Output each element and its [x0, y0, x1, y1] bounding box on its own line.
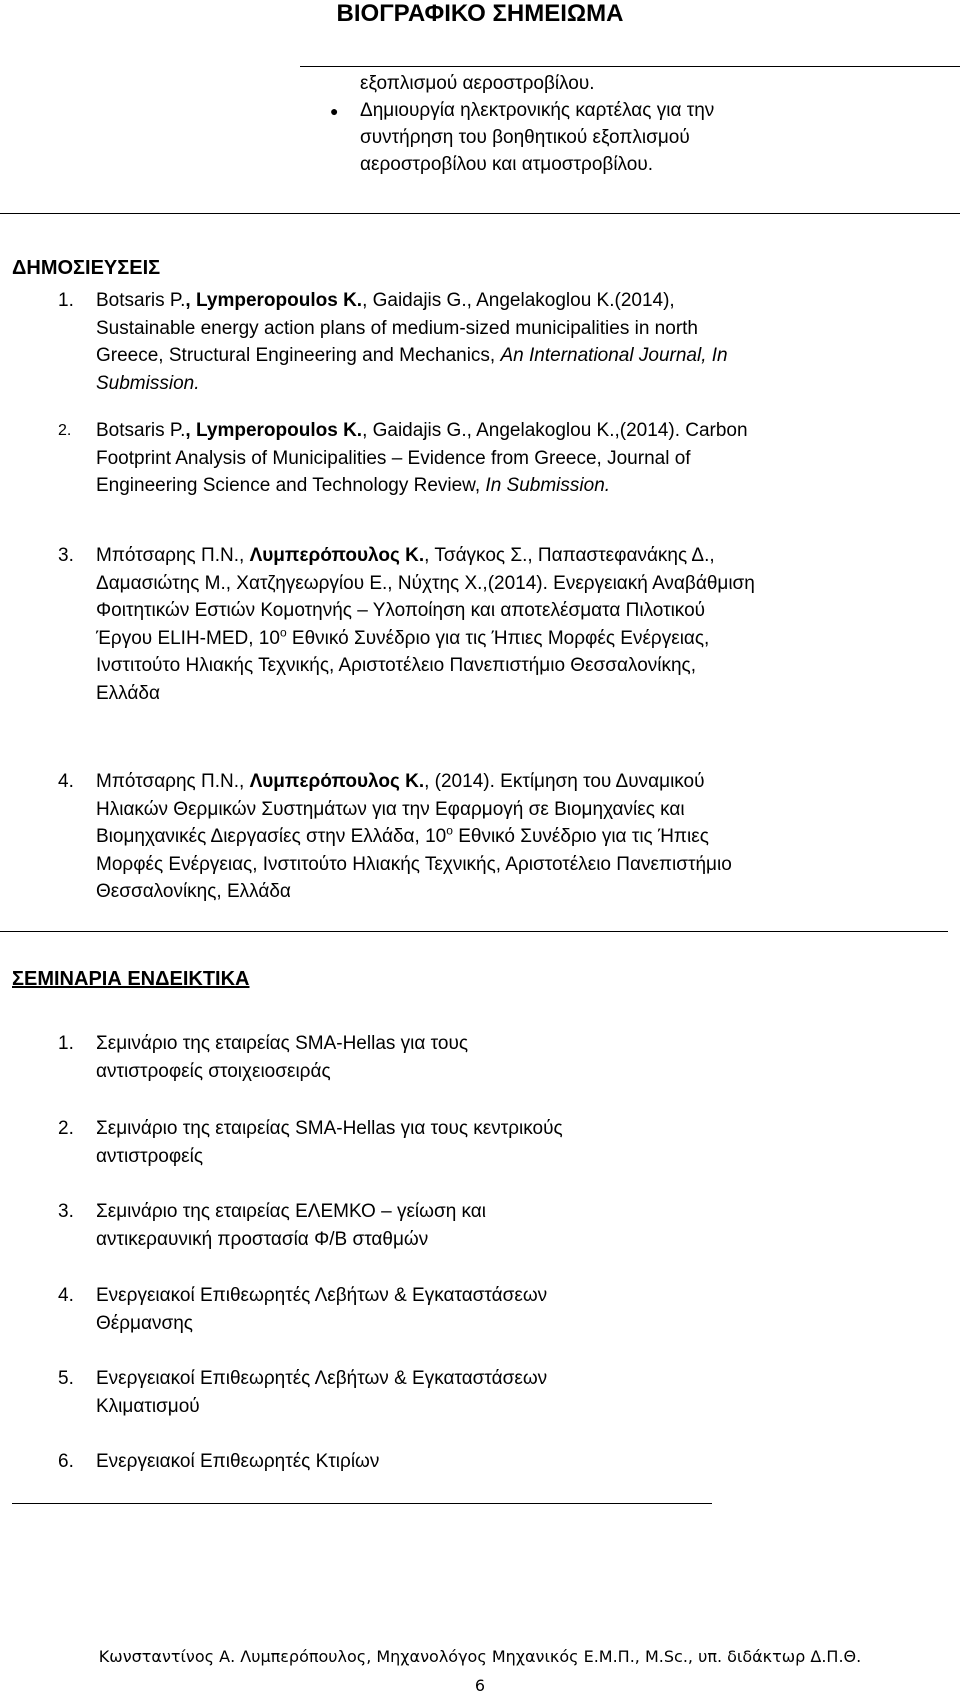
bullet-icon: ●: [330, 103, 339, 119]
seminar-entry: Ενεργειακοί Επιθεωρητές Λεβήτων & Εγκαταστάσεων Θέρμανσης: [96, 1285, 548, 1334]
section-divider: [0, 213, 960, 214]
bullet-line: Δημιουργία ηλεκτρονικής καρτέλας για την: [360, 100, 715, 121]
publication-entry: Μπότσαρης Π.Ν., Λυμπερόπουλος Κ., (2014). Εκτίμηση του Δυναμικού Ηλιακών Θερμικών Συστημάτων για την Εφαρμογή σε Βιομηχανίες και Βιομηχανικές Διεργασίες στην Ελλάδα, $10^o$ Εθνικό Συνέδριο για τις Ήπιες Μορφές Ενέργειας, Ινστιτούτο Ηλιακής Τεχνικής, Αριστοτέλειο Πανεπιστήμιο Θεσσαλονίκης, Ελλάδα: [96, 771, 732, 902]
continued-line: εξοπλισμού αεροστροβίλου.: [360, 73, 595, 94]
section-divider: [12, 1503, 712, 1504]
header-rule: [300, 66, 960, 67]
seminar-number: 3.: [58, 1201, 74, 1222]
seminar-number: 5.: [58, 1368, 74, 1389]
publication-entry: Botsaris P., Lymperopoulos K., Gaidajis G., Angelakoglou K.,(2014). Carbon Footprint Analysis of Municipalities – Evidence from Greece, Journal of Engineering Science and Technology Review, In Submission.: [96, 420, 748, 496]
seminar-entry: Σεμινάριο της εταιρείας SMA-Hellas για τους αντιστροφείς στοιχειοσειράς: [96, 1033, 468, 1082]
continued-text: [360, 70, 595, 97]
publication-number: 3.: [58, 545, 74, 566]
publication-number: 2.: [58, 422, 72, 439]
seminar-entry: Σεμινάριο της εταιρείας SMA-Hellas για τους κεντρικούς αντιστροφείς: [96, 1118, 563, 1167]
seminar-number: 6.: [58, 1451, 74, 1472]
page-title: ΒΙΟΓΡΑΦΙΚΟ ΣΗΜΕΙΩΜΑ: [336, 0, 624, 27]
bullet-line: συντήρηση του βοηθητικού εξοπλισμού: [360, 127, 690, 148]
seminar-number: 2.: [58, 1118, 74, 1139]
publication-entry: Botsaris P., Lymperopoulos K., Gaidajis G., Angelakoglou K.(2014), Sustainable energy action plans of medium-sized municipalities in north Greece, Structural Engineering and Mechanics, An International Journal, In Submission.: [96, 290, 728, 394]
section-divider: [0, 931, 948, 932]
bullet-item: [360, 97, 714, 178]
seminars-heading: ΣΕΜΙΝΑΡΙΑ ΕΝΔΕΙΚΤΙΚΑ: [12, 968, 250, 990]
seminar-number: 4.: [58, 1285, 74, 1306]
seminar-entry: Σεμινάριο της εταιρείας ΕΛΕΜΚΟ – γείωση και αντικεραυνική προστασία Φ/Β σταθμών: [96, 1201, 487, 1250]
bullet-line: αεροστροβίλου και ατμοστροβίλου.: [360, 154, 653, 175]
publications-heading: ΔΗΜΟΣΙΕΥΣΕΙΣ: [12, 257, 161, 279]
publication-entry: Μπότσαρης Π.Ν., Λυμπερόπουλος Κ., Τσάγκος Σ., Παπαστεφανάκης Δ., Δαμασιώτης Μ., Χατζηγεωργίου Ε., Νύχτης Χ.,(2014). Ενεργειακή Αναβάθμιση Φοιτητικών Εστιών Κομοτηνής – Υλοποίηση και αποτελέσματα Πιλοτικού Έργου ELIH-MED, $10^o$ Εθνικό Συνέδριο για τις Ήπιες Μορφές Ενέργειας, Ινστιτούτο Ηλιακής Τεχνικής, Αριστοτέλειο Πανεπιστήμιο Θεσσαλονίκης, Ελλάδα: [96, 545, 755, 704]
publication-number: 4.: [58, 771, 74, 792]
footer-author: Κωνσταντίνος Α. Λυμπερόπουλος, Μηχανολόγος Μηχανικός Ε.Μ.Π., M.Sc., υπ. διδάκτωρ Δ.Π.Θ.: [98, 1647, 862, 1666]
seminar-entry: Ενεργειακοί Επιθεωρητές Λεβήτων & Εγκαταστάσεων Κλιματισμού: [96, 1368, 548, 1417]
seminar-entry: Ενεργειακοί Επιθεωρητές Κτιρίων: [96, 1451, 380, 1472]
publication-number: 1.: [58, 290, 74, 311]
page-number: 6: [474, 1676, 486, 1695]
seminar-number: 1.: [58, 1033, 74, 1054]
